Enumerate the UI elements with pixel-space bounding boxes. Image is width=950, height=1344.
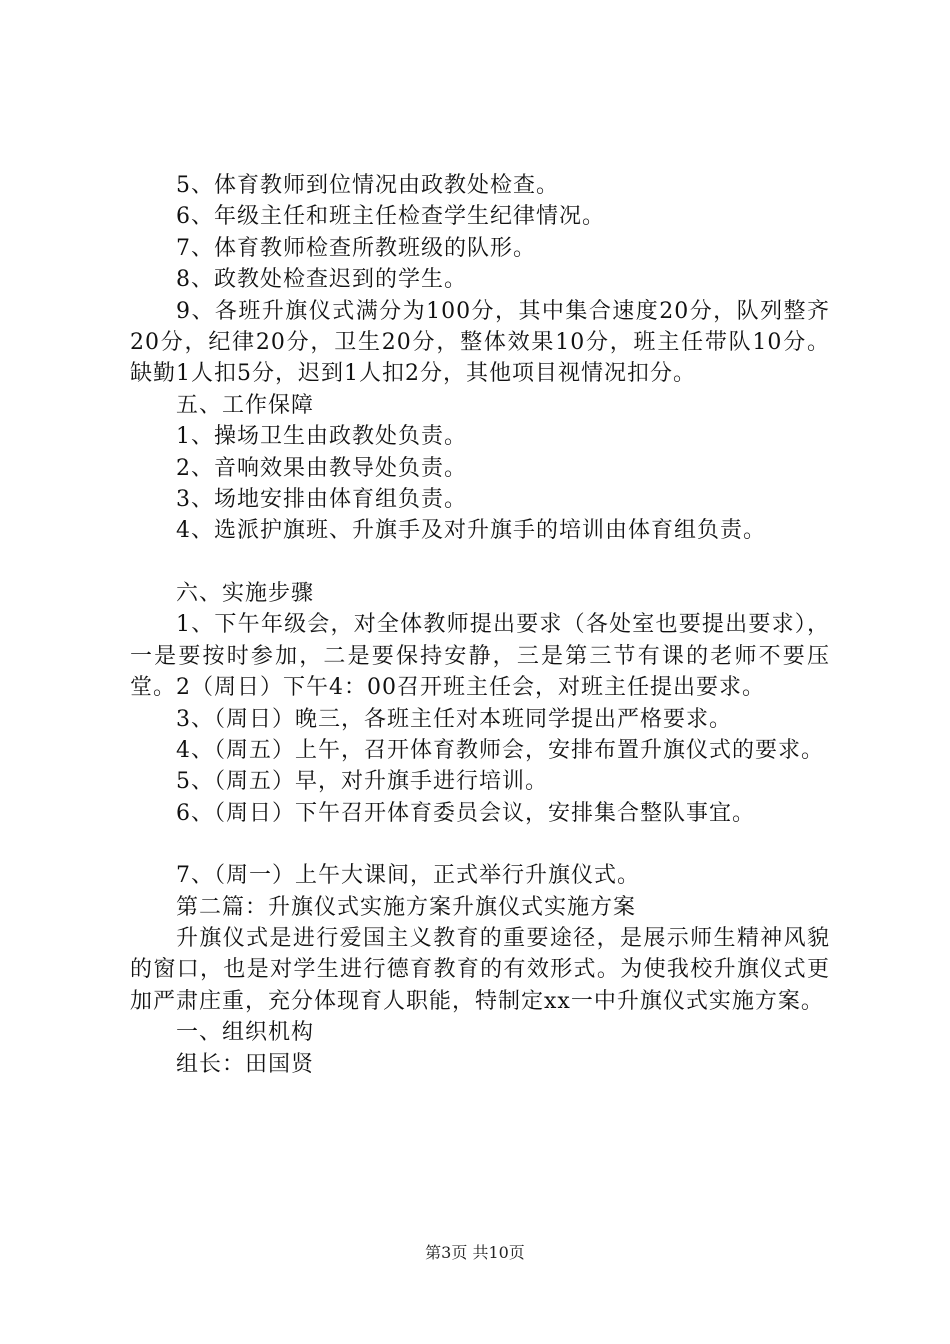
paragraph: 1、下午年级会，对全体教师提出要求（各处室也要提出要求），一是要按时参加，二是要保持安静，三是第三节有课的老师不要压堂。2（周日）下午4：00召开班主任会，对班主任提出要求。 xyxy=(130,612,830,701)
paragraph: 6、年级主任和班主任检查学生纪律情况。 xyxy=(176,204,605,230)
section-heading: 六、实施步骤 xyxy=(176,580,315,606)
paragraph: 1、操场卫生由政教处负责。 xyxy=(176,424,467,450)
paragraph: 4、选派护旗班、升旗手及对升旗手的培训由体育组负责。 xyxy=(176,518,766,544)
section-heading: 五、工作保障 xyxy=(176,392,315,418)
paragraph: 4、（周五）上午，召开体育教师会，安排布置升旗仪式的要求。 xyxy=(176,737,824,763)
section-heading: 一、组织机构 xyxy=(176,1020,315,1046)
paragraph: 5、（周五）早，对升旗手进行培训。 xyxy=(176,769,548,795)
paragraph: 9、各班升旗仪式满分为100分，其中集合速度20分，队列整齐20分，纪律20分，卫生20分，整体效果10分，班主任带队10分。缺勤1人扣5分，迟到1人扣2分，其他项目视情况扣分。 xyxy=(130,298,830,387)
paragraph: 6、（周日）下午召开体育委员会议，安排集合整队事宜。 xyxy=(176,800,755,826)
paragraph: 组长：田国贤 xyxy=(176,1051,315,1077)
paragraph: 8、政教处检查迟到的学生。 xyxy=(176,267,467,293)
paragraph: 7、体育教师检查所教班级的队形。 xyxy=(176,235,536,261)
document-body xyxy=(130,170,830,1080)
page-footer: 第3页 共10页 xyxy=(425,1243,525,1262)
paragraph: 3、（周日）晚三，各班主任对本班同学提出严格要求。 xyxy=(176,706,732,732)
paragraph: 5、体育教师到位情况由政教处检查。 xyxy=(176,173,559,198)
paragraph: 3、场地安排由体育组负责。 xyxy=(176,487,467,513)
chapter-title: 第二篇：升旗仪式实施方案升旗仪式实施方案 xyxy=(176,894,637,920)
paragraph: 7、（周一）上午大课间，正式举行升旗仪式。 xyxy=(176,863,640,889)
paragraph: 2、音响效果由教导处负责。 xyxy=(176,455,467,481)
paragraph: 升旗仪式是进行爱国主义教育的重要途径，是展示师生精神风貌的窗口，也是对学生进行德育教育的有效形式。为使我校升旗仪式更加严肃庄重，充分体现育人职能，特制定xx一中升旗仪式实施方案。 xyxy=(130,925,830,1014)
